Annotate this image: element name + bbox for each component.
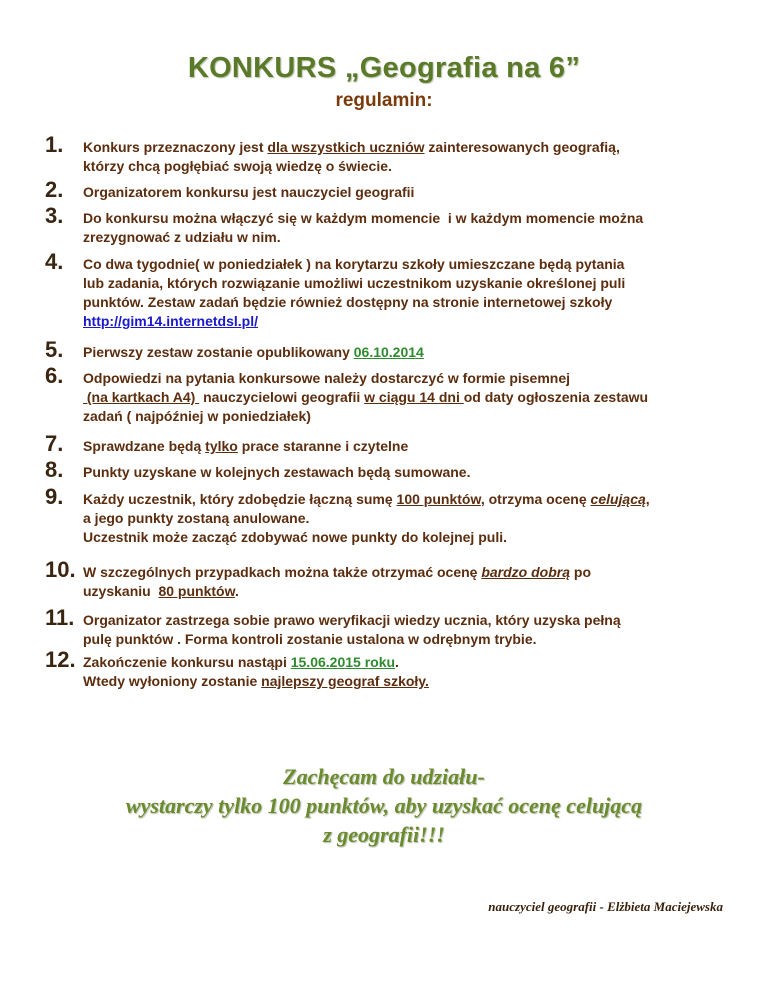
rule-text-segment: Zakończenie konkursu nastąpi: [83, 654, 291, 670]
rule-line: [83, 293, 733, 312]
rule-number: 2.: [45, 177, 64, 202]
rule-line: [83, 312, 733, 331]
rule-text-segment: Wtedy wyłoniony zostanie: [83, 673, 262, 689]
rule-text-segment: Uczestnik może zacząć zdobywać nowe punkty do kolejnej puli.: [83, 529, 507, 545]
signature: nauczyciel geografii - Elżbieta Maciejewska: [488, 899, 723, 914]
rule-line: [83, 563, 733, 582]
rule-text-segment: lub zadania, których rozwiązanie umożliwi uczestnikom uzyskanie określonej puli: [83, 275, 626, 291]
rule-text-segment: pulę punktów . Forma kontroli zostanie ustalona w odrębnym trybie.: [83, 631, 537, 647]
rule-text: [83, 209, 733, 247]
closing-line-1: Zachęcam do udziału-: [283, 764, 485, 789]
rule-number: 7.: [45, 431, 64, 456]
rule-text-segment: Każdy uczestnik, który zdobędzie łączną sumę: [83, 491, 397, 507]
rule-text-segment: Pierwszy zestaw zostanie opublikowany: [83, 344, 354, 360]
rule-text-segment: a jego punkty zostaną anulowane.: [83, 510, 310, 526]
rule-number: 10.: [45, 557, 76, 582]
rule-number: 8.: [45, 457, 64, 482]
rule-line: [83, 463, 733, 482]
rule-line: [83, 138, 733, 157]
rule-line: [83, 255, 733, 274]
rule-text-segment: Organizator zastrzega sobie prawo weryfikacji wiedzy ucznia, który uzyska pełną: [83, 612, 621, 628]
rule-text-segment: od daty ogłoszenia zestawu: [463, 389, 649, 405]
closing-message: [0, 762, 768, 849]
rule-text: [83, 183, 733, 202]
rule-line: [83, 528, 733, 547]
rule-text-segment: zainteresowanych geografią,: [424, 139, 620, 155]
emphasized-text: tylko: [205, 438, 238, 454]
rule-line: [83, 388, 733, 407]
emphasized-text: najlepszy geograf szkoły.: [261, 673, 429, 689]
emphasized-text: celującą: [590, 491, 646, 507]
rule-text: [83, 653, 733, 691]
rule-line: [83, 343, 733, 362]
rule-text: [83, 490, 733, 547]
rule-text-segment: W szczególnych przypadkach można także otrzymać ocenę: [83, 564, 482, 580]
emphasized-text: 100 punktów: [396, 491, 481, 507]
rule-line: [83, 582, 733, 601]
rule-text-segment: .: [395, 654, 399, 670]
rule-text-segment: , otrzyma ocenę: [480, 491, 591, 507]
rule-text-segment: Do konkursu można włączyć się w każdym momencie i w każdym momencie można: [83, 210, 644, 226]
rule-text: [83, 369, 733, 426]
rule-text-segment: zrezygnować z udziału w nim.: [83, 229, 281, 245]
rule-line: [83, 630, 733, 649]
rule-text: [83, 563, 733, 601]
rule-text-segment: Sprawdzane będą: [83, 438, 206, 454]
rule-text-segment: którzy chcą pogłębiać swoją wiedzę o świecie.: [83, 158, 392, 174]
rule-text-segment: prace staranne i czytelne: [237, 438, 409, 454]
rule-line: [83, 183, 733, 202]
rule-number: 11.: [45, 605, 75, 630]
emphasized-text: dla wszystkich uczniów: [267, 139, 425, 155]
emphasized-text: 80 punktów: [158, 583, 235, 599]
rule-text-segment: Co dwa tygodnie( w poniedziałek ) na korytarzu szkoły umieszczane będą pytania: [83, 256, 625, 272]
rule-text: [83, 437, 733, 456]
rule-text-segment: Odpowiedzi na pytania konkursowe należy dostarczyć w formie pisemnej: [83, 370, 571, 386]
rule-number: 3.: [45, 203, 64, 228]
rule-text: [83, 138, 733, 176]
rule-text-segment: Konkurs przeznaczony jest: [83, 139, 268, 155]
rule-text-segment: po: [570, 564, 592, 580]
rule-line: [83, 653, 733, 672]
rule-number: 4.: [45, 249, 64, 274]
rule-text-segment: Organizatorem konkursu jest nauczyciel geografii: [83, 184, 415, 200]
rule-text-segment: ,: [645, 491, 650, 507]
rule-text: [83, 463, 733, 482]
rule-line: [83, 611, 733, 630]
rule-number: 1.: [45, 132, 64, 157]
rule-line: [83, 437, 733, 456]
page-subtitle: regulamin:: [335, 90, 433, 111]
rule-line: [83, 490, 733, 509]
rule-number: 9.: [45, 484, 64, 509]
rule-text-segment: punktów. Zestaw zadań będzie również dostępny na stronie internetowej szkoły: [83, 294, 613, 310]
rule-line: [83, 228, 733, 247]
rule-text-segment: nauczycielowi geografii: [199, 389, 365, 405]
closing-line-2: wystarczy tylko 100 punktów, aby uzyskać ocenę celującą: [125, 793, 643, 818]
rule-line: [83, 209, 733, 228]
closing-line-3: z geografii!!!: [323, 822, 445, 847]
rule-line: [83, 274, 733, 293]
rule-text: [83, 343, 733, 362]
rule-line: [83, 157, 733, 176]
rule-text-segment: uzyskaniu: [83, 583, 159, 599]
rule-line: [83, 672, 733, 691]
emphasized-text: (na kartkach A4): [83, 389, 200, 405]
emphasized-text: bardzo dobrą: [481, 564, 571, 580]
rule-text-segment: .: [234, 583, 239, 599]
rule-number: 6.: [45, 363, 64, 388]
rule-text-segment: Punkty uzyskane w kolejnych zestawach będą sumowane.: [83, 464, 471, 480]
rule-text: [83, 255, 733, 331]
page-title: KONKURS „Geografia na 6”: [187, 52, 581, 84]
emphasized-text: w ciągu 14 dni: [364, 389, 464, 405]
school-website-link[interactable]: http://gim14.internetdsl.pl/: [83, 313, 259, 329]
rule-line: [83, 407, 733, 426]
rule-text-segment: zadań ( najpóźniej w poniedziałek): [83, 408, 311, 424]
rule-line: [83, 509, 733, 528]
rule-number: 12.: [45, 647, 76, 672]
highlighted-date: 15.06.2015 roku: [290, 654, 396, 670]
rule-number: 5.: [45, 337, 64, 362]
rule-line: [83, 369, 733, 388]
highlighted-date: 06.10.2014: [353, 344, 424, 360]
rule-text: [83, 611, 733, 649]
